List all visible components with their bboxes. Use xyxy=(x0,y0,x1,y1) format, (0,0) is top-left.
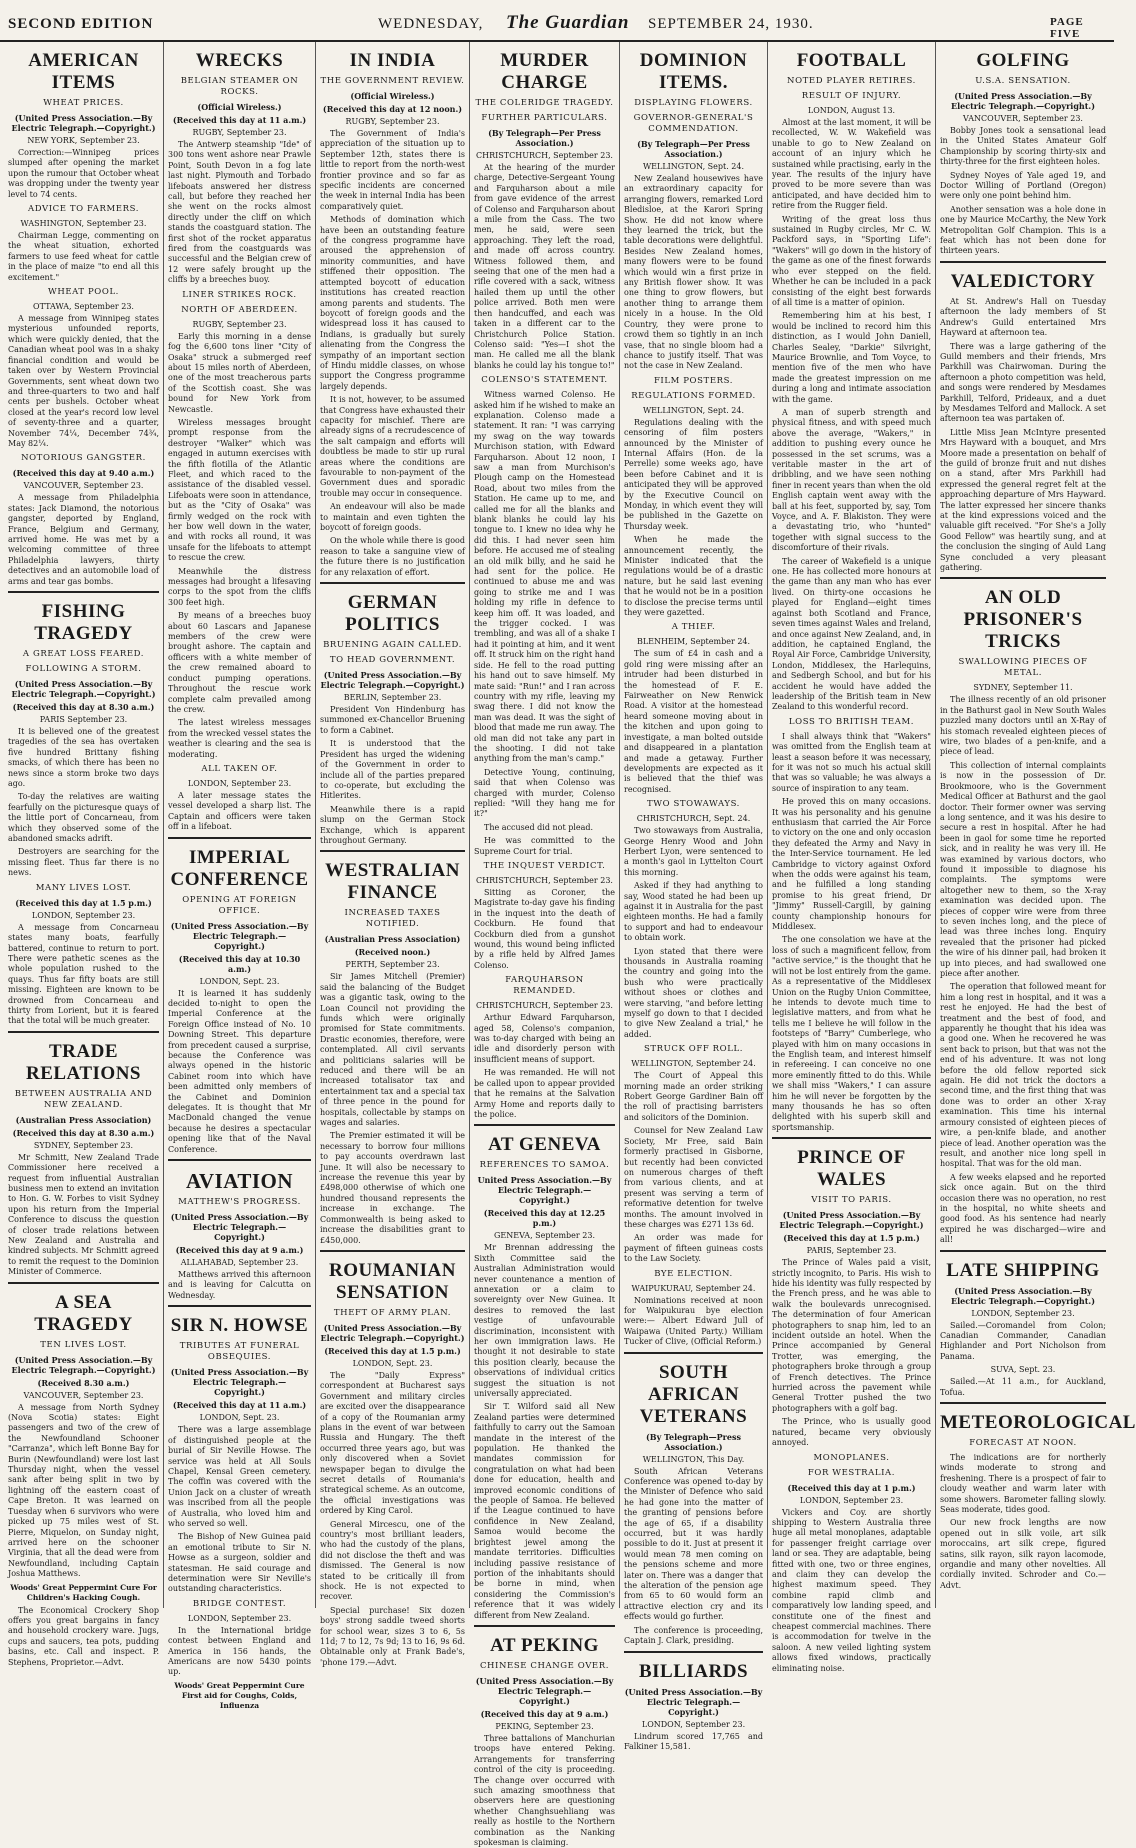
subheading: WHEAT POOL. xyxy=(47,287,119,298)
credit-line: (United Press Association.—By Electric Telegraph.—Copyright.) xyxy=(11,679,156,699)
article-text: Lyon stated that there were thousands in Australia roaming the country and going into the bush who were practically without shoes or clothes and were starving, "and before letting myself go down to that I decided to give New Zealand a trial," he added. xyxy=(624,946,763,1039)
dateline: WASHINGTON, September 23. xyxy=(20,219,147,229)
article-text: Sir James Mitchell (Premier) said the balancing of the Budget was a gigantic task, owing to the Loan Council not providing the funds which were originally promised for State commitments. Drastic economies, therefore, were contemplated. All civil servants and politicians salaries will be reduced and there will be an increased totalisator tax and entertainment tax and a special tax of three pence in the pound for hospitals, collectable by stamps on wages and salaries. xyxy=(320,972,465,1128)
headline: ROUMANIAN SENSATION xyxy=(329,1259,456,1303)
article-text: A later message states the vessel developed a sharp list. The Captain and officers were taken off in a lifeboat. xyxy=(168,790,311,832)
divider xyxy=(168,1305,311,1307)
article-text: This collection of internal complaints is now in the possession of Dr. Brookmoore, who is the Government Medical Officer at Bathurst and the gaol doctor. Their former owner was serving a long sentence, and it was his desire to secure a rest in hospital. After he had been in gaol for some time he reported sick, and in reality he was very ill. He was examined by various doctors, who found it impossible to diagnose his complaints. The symptoms were altogether new to them, so the X-ray examination was decided upon. The pieces of copper wire were from three to seven inches long, and the piece of lead was three inches long. Enquiry revealed that the prisoner had picked the wire of his dinner pail, had broken it up into pieces, and had swallowed one piece after another. xyxy=(940,760,1106,978)
credit-line: (United Press Association.—By Electric Telegraph.—Copyright.) xyxy=(475,1675,614,1706)
subheading: INCREASED TAXES NOTIFIED. xyxy=(344,908,441,930)
subheading: THE COLERIDGE TRAGEDY. xyxy=(475,98,614,108)
article-text: Sydney Noyes of Yale aged 19, and Doctor Willing of Portland (Oregon) were only one point behind him. xyxy=(940,170,1106,201)
article-text: Meanwhile there is a rapid slump on the German Stock Exchange, which is apparent throughout Germany. xyxy=(320,804,465,845)
dateline: PERTH, September 23. xyxy=(345,960,440,970)
article-text: He proved this on many occasions. It was his personality and his genuine enthusiasm that carried the Air Force to victory on the one and only occasion they defeated the Army and Navy in the Inter-Service tournament. He led Cambridge to victory against Oxford when the odds were against his team, and he fulfilled a long standing promise to his great friend, Dr "Jimmy" Russell-Cargill, by gaining county championship honours for Middlesex. xyxy=(772,797,931,932)
article-text: It is not, however, to be assumed that Congress have exhausted their capacity for mischief. There are already signs of a recrudescence of the salt campaign and efforts will doubtless be made to stir up rural areas where the conditions are favourable to non-payment of the Government dues and sporadic trouble may occur in consequence. xyxy=(320,395,465,498)
subheading: NORTH OF ABERDEEN. xyxy=(181,304,298,315)
divider xyxy=(8,1282,159,1284)
dateline: WELLINGTON, This Day. xyxy=(642,1454,745,1464)
article-text: Witness warned Colenso. He asked him if he wished to make an explanation. Colenso made a statement. It ran: "I was carrying my swag on the way towards Murchison station, with Edward Farquharson. About 12 noon, I saw a man from Murchison's Plough camp on the Homestead Road, about two miles from the Station. He came up to me, and called me for all the blanks and blank blanks he could lay his tongue to. I knew no idea why he did this. I had never seen him before. He accused me of stealing an old milk billy, and he said he had sent for the police. He continued to abuse me and was going to strike me and I was holding my rifle in defence to keep him off. It was loaded, and the trigger cocked. I was trembling, and was all of a shake I had it pointing at him, and it went off. It struck him on the right hand side. He fell to the road putting his hand out to save himself. My mate said: "Run!" and I ran across country with my rifle, leaving my swag there. I did not know the man was dead. It was the sight of blood that made me run away. The old man did not take any part in the shooting. I did not take anything from the man's camp." xyxy=(474,390,615,764)
article-text: Asked if they had anything to say, Wood stated he had been up against it in Australia for the past eighteen months. He had a family to support and had to endeavour to obtain work. xyxy=(624,881,763,943)
divider xyxy=(8,591,159,593)
article-text: Wireless messages brought prompt response from the destroyer "Walker" which was engaged in autumn exercises with the fifth flotilla of the Atlantic Fleet, and which raced to the assistance of the disabled vessel. Lifeboats were soon in attendance, but as the "City of Osaka" was firmly wedged on the rock with her bow well down in the water, and with rocks all round, it was unsafe for the lifeboats to attempt to rescue the crew. xyxy=(168,417,311,563)
dateline: PARIS September 23. xyxy=(39,715,128,724)
dateline: PEKING, September 23. xyxy=(495,1721,594,1731)
credit-line: (Official Wireless.) xyxy=(350,91,435,101)
dateline: SUVA, Sept. 23. xyxy=(990,1365,1056,1375)
dateline: NEW YORK, September 23. xyxy=(27,136,140,145)
dateline: VANCOUVER, September 23. xyxy=(23,481,144,491)
dateline: LONDON, August 13. xyxy=(807,106,896,115)
article-text: The Court of Appeal this morning made an order striking Robert George Gardiner Bain off the roll of practising barristers and solicitors of the Dominion. xyxy=(624,1071,763,1122)
article-text: He was remanded. He will not be called upon to appear provided that he remains at the Salvation Army Home and reports daily to the police. xyxy=(474,1068,615,1119)
masthead-day: WEDNESDAY, xyxy=(378,16,484,32)
subheading: VISIT TO PARIS. xyxy=(811,1195,892,1206)
article-text: The one consolation we have at the loss of such a magnificent fellow, from "active service," is the thought that he will not be lost entirely from the game. As a representative of the Middlesex Union on the Rugby Union Committee, he intends to devote much time to legislative matters, and from what he tells me I believe he will follow in the footsteps of "Barry" Cumberlege, who played with him on many occasions in the English team, and interest himself in refereeing. I can conceive no one more eminently fitted to do this. While we shall miss "Wakers," I can assure him he will never be forgotten by the many thousands he has so often delighted with his superb skill and sportsmanship. xyxy=(772,935,931,1132)
subheading: THE INQUEST VERDICT. xyxy=(483,861,606,871)
divider xyxy=(320,582,465,584)
subheading: THEFT OF ARMY PLAN. xyxy=(333,1307,452,1318)
dateline: WELLINGTON, Sept. 24. xyxy=(642,162,745,171)
headline: AT PEKING xyxy=(490,1634,599,1656)
article-text: Destroyers are searching for the missing fleet. Thus far there is no news. xyxy=(8,847,159,878)
article-text: It is understood that the President has urged the widening of the Government in order to include all of the parties prepared to co-operate, but excluding the Hitlerites. xyxy=(320,739,465,801)
headline: SIR N. HOWSE xyxy=(170,1315,309,1337)
subheading: ADVICE TO FARMERS. xyxy=(27,204,140,215)
article-text: The Premier estimated it will be necessary to borrow four millions to pay accounts overdrawn last June. It will also be necessary to increase the revenue this year by £498,000 otherwise of which one hundred thousand represents the increase in exchange. The Commonwealth is being asked to increase the disabilities grant to £450,000. xyxy=(320,1131,465,1245)
article-text: The accused did not plead. xyxy=(484,822,594,832)
dateline: LONDON, Sept. 23. xyxy=(199,1413,280,1423)
divider xyxy=(624,1352,763,1354)
divider xyxy=(320,1250,465,1252)
headline: SOUTH AFRICAN VETERANS xyxy=(639,1361,748,1427)
edition-label: SECOND EDITION xyxy=(8,16,154,32)
article-text: Bobby Jones took a sensational lead in the United States Amateur Golf Championship by scoring thirty-six and thirty-three for the first eighteen holes. xyxy=(940,126,1106,167)
article-text: The Government of India's appreciation of the situation up to September 12th, states there is little to report from the north-west frontier province and so far as specific incidents are concerned the week in internal India has been comparatively quiet. xyxy=(320,129,465,211)
credit-line: United Press Association.—By Electric Telegraph.—Copyright.) xyxy=(477,1175,612,1206)
article-text: Three battalions of Manchurian troops have entered Peking. Arrangements for transferring control of the city is proceeding. The change over occurred with such amazing smoothness that observers here are questioning whether Changhsuehliang was really as hostile to the Northern combination as the Nanking spokesman is claiming. xyxy=(474,1733,615,1847)
subheading: GOVERNOR-GENERAL'S COMMENDATION. xyxy=(633,113,754,134)
article-text: The career of Wakefield is a unique one. He has collected more honours at the game than any man who has ever lived. On thirty-one occasions he played for England—eight times against both Scotland and France, seven times against Wales and Ireland, and once against New Zealand, and, in addition, he captained England, the Royal Air Force, Cambridge University, London, Middlesex, the Harlequins, and Sedbergh School, and but for his accident he would have added the leadership of the British team in New Zealand to this wonderful record. xyxy=(772,556,931,712)
divider xyxy=(8,1031,159,1033)
divider xyxy=(940,1402,1106,1404)
article-text: There was a large gathering of the Guild members and their friends, Mrs Parkhill was Chairwoman. During the afternoon a photo competition was held, and songs were rendered by Mesdames Parkhill, Telford, Prideaux, and a duet by Mesdames Telford and Mallock. A set afternoon tea was partaken of. xyxy=(940,341,1106,424)
subheading: ALL TAKEN OF. xyxy=(201,763,278,774)
headline: IMPERIAL CONFERENCE xyxy=(170,846,309,890)
article-text: Sitting as Coroner, the Magistrate to-day gave his finding in the inquest into the death of Cockburn. He found that Cockburn died from a gunshot wound, this wound being inflicted by a rifle held by Alfred James Colenso. xyxy=(474,888,615,970)
divider xyxy=(474,1625,615,1627)
article-text: Lindrum scored 17,765 and Falkiner 15,581. xyxy=(624,1731,763,1751)
headline: GERMAN POLITICS xyxy=(345,592,440,636)
advertisement-text: Our new frock lengths are now opened out in silk voile, art silk moroccains, art silk crepe, figured satins, silk rayon, silk rayon lacomode, organdie and many other novelties. All cordially invited. Schroder and Co.—Advt. xyxy=(940,1518,1106,1590)
received-line: (Received noon.) xyxy=(354,947,431,958)
credit-line: (United Press Association.—By Electric Telegraph.—Copyright.) xyxy=(11,1354,156,1375)
received-line: (Received this day at 8.30 a.m.) xyxy=(12,1127,155,1138)
subheading: COLENSO'S STATEMENT. xyxy=(481,375,608,386)
credit-line: (United Press Association.—By Electric Telegraph.—Copyright.) xyxy=(624,1686,763,1717)
article-text: A message from Concarneau states many boats, fearfully battered, continue to return to port. There were pathetic scenes as the whole population rushed to the quays. Thus far fifty boats are still missing. Eighteen are known to be drowned from Concarneau and thirty from Lorient, but it is feared that the total will be much greater. xyxy=(8,922,159,1026)
article-text: Correction:—Winnipeg prices slumped after opening the market upon the rumour that October wheat was dropping under the twenty year level to 74 cents. xyxy=(8,148,159,199)
subheading: BETWEEN AUSTRALIA AND NEW ZEALAND. xyxy=(14,1088,153,1110)
headline: TRADE RELATIONS xyxy=(25,1040,141,1084)
received-line: (Received this day at 9 a.m.) xyxy=(175,1245,304,1256)
divider xyxy=(624,1651,763,1653)
advertisement-text: Special purchase! Six dozen boys' strong saddle tweed shorts for school wear, sizes 3 to 6, 5s 11d; 7 to 12, 7s 9d; 13 to 16, 9s 6d. Obtainable only at Frank Bade's, 'phone 179.—Advt. xyxy=(320,1605,465,1667)
article-text: The Bishop of New Guinea paid an emotional tribute to Sir N. Howse as a surgeon, soldier and statesman. He said courage and determination were Sir Neville's outstanding characteristics. xyxy=(168,1532,311,1594)
headline: VALEDICTORY xyxy=(950,270,1096,292)
dateline: CHRISTCHURCH, September 23. xyxy=(476,1001,613,1011)
article-text: It is learned it has suddenly decided to-night to open the Imperial Conference at the Foreign Office instead of No. 10 Downing Street. This departure from precedent caused a surprise, because the Conference was always opened in the historic Cabinet room into which have been admitted only members of the Cabinet and Dominion delegates. It is thought that Mr MacDonald changed the venue because he desires a spectacular opening like that of the Naval Conference. xyxy=(168,988,311,1154)
subheading: LOSS TO BRITISH TEAM. xyxy=(788,716,915,727)
article-text: The conference is proceeding, Captain J. Clark, presiding. xyxy=(624,1625,763,1646)
headline: WESTRALIAN FINANCE xyxy=(325,860,460,904)
received-line: (Received this day at 11 a.m.) xyxy=(172,1400,307,1411)
dateline: CHRISTCHURCH, September 23. xyxy=(476,876,613,885)
headline: MURDER CHARGE xyxy=(500,50,589,93)
subheading: TWO STOWAWAYS. xyxy=(647,799,740,810)
subheading: FOR WESTRALIA. xyxy=(807,1467,896,1478)
article-text: New Zealand housewives have an extraordinary capacity for arranging flowers, remarked Lord Bledisloe, at the Karori Spring Show. He did not know where they learned the trick, but the table decorations were delightful. Besides New Zealand homes, many flowers were to be found which would win a first prize in any British flower show. It was one thing to grow flowers, but another thing to arrange them nicely in a house. In the Old Country, they were prone to crowd them so tightly in an inch vase, that no single bloom had a chance to justify itself. That was not the case in New Zealand. xyxy=(624,174,763,371)
article-text: By means of a breeches buoy about 60 Lascars and Japanese members of the crew were brought ashore. The captain and officers with a white member of the crew remained aboard to conduct pumping operations. Throughout the rescue work complete calm prevailed among the crew. xyxy=(168,611,311,714)
dateline: LONDON, September 23. xyxy=(641,1719,746,1729)
dateline: GENEVA, September 23. xyxy=(494,1231,595,1241)
article-text: I shall always think that "Wakers" was omitted from the English team at least a season before it was necessary, for it was not so much his actual skill that was so valuable; he was always a source of inspiration to any team. xyxy=(772,731,931,793)
subheading: MANY LIVES LOST. xyxy=(35,882,132,893)
headline: FOOTBALL xyxy=(796,50,907,71)
received-line: (Received this day at 1.5 p.m.) xyxy=(324,1345,461,1356)
article-text: An order was made for payment of fifteen guineas costs to the Law Society. xyxy=(624,1233,763,1264)
dateline: BLENHEIM, September 24. xyxy=(636,637,751,647)
credit-line: (United Press Association.—By Electric Telegraph.—Copyright.) xyxy=(170,920,309,951)
column-2 xyxy=(164,42,316,1710)
subheading: DISPLAYING FLOWERS. xyxy=(634,98,753,108)
divider xyxy=(772,1137,931,1139)
headline: DOMINION ITEMS. xyxy=(639,50,748,93)
article-text: Almost at the last moment, it will be recollected, W. W. Wakefield was unable to go to New Zealand on account of an injury which he sustained while practising, early in the year. The results of the injury have proved to be more severe than was anticipated, and have decided him to retire from the Rugger field. xyxy=(772,118,931,211)
dateline: ALLAHABAD, September 23. xyxy=(180,1258,299,1268)
article-text: A message from Winnipeg states mysterious unfounded reports, which were quickly denied, that the Canadian wheat pool was in a shaky financial condition and would be taken over by Western Provincial Governments, sent wheat down two and three-quarters to two and half cents per bushels. October wheat closed at the year's record low level of seventy-three and a quarter, November 74¼, December 74¾, May 82¼. xyxy=(8,314,159,448)
article-text: An endeavour will also be made to maintain and even tighten the boycott of foreign goods. xyxy=(320,502,465,533)
headline: AVIATION xyxy=(185,1169,294,1194)
dateline: LONDON, September 23. xyxy=(31,910,136,920)
dateline: LONDON, September 23. xyxy=(187,778,292,788)
article-text: Vickers and Coy. are shortly shipping to Western Australia three huge all metal monoplanes, adaptable for passenger freight carriage over land or sea. They are adaptable, being fitted with one, two or three engines, and claim they can develop the highest maximum speed. They combine rapid climb and comparatively low landing speed, and constitute one of the finest and cheapest commercial machines. There is accommodation for twelve in the saloon. A new veiled lighting system allows fixed windows, practically eliminating noise. xyxy=(772,1507,931,1673)
divider xyxy=(940,1250,1106,1252)
received-line: (Received this day at 1.5 p.m.) xyxy=(15,897,152,908)
dateline: CHRISTCHURCH, Sept. 24. xyxy=(636,814,751,824)
divider xyxy=(940,577,1106,579)
article-text: Mr Schmitt, New Zealand Trade Commissioner here received a request from influential Australian business men to extend an invitation to Hon. G. W. Forbes to visit Sydney upon his return from the Imperial Conference to discuss the question of closer trade relations between New Zealand and Australia and kindred subjects. Mr Schmitt agreed to remit the request to the Dominion Minister of Commerce. xyxy=(8,1152,159,1277)
article-text: South African Veterans Conference was opened to-day by the Minister of Defence who said he had gone into the matter of the granting of pensions before the age of 65, if a disability occurred, but it was hardly possible to do it. Just at present it would mean 78 men coming on the pensions scheme and more later on. There was a danger that the alteration of the pension age from 65 to 60 would form an attractive election cry and its effects would go further. xyxy=(624,1466,763,1622)
article-text: The operation that followed meant for him a long rest in hospital, and it was a rest he enjoyed. He had the best of treatment and the best of food, and apparently he thought that his idea was a good one. When he recovered he was sent back to prison, but that was not the end of his adventure. It was not long before the old fellow reported sick again. He did not trick the doctors a second time, and the first thing that was done was to order an other X-ray examination. This time his internal armoury consisted of eighteen pieces of wire, a pen-knife blade, and another piece of lead. Another operation was the result, and another nice long spell in hospital. That was for the old man. xyxy=(940,982,1106,1169)
subheading: NOTORIOUS GANGSTER. xyxy=(21,453,146,464)
subheading: MONOPLANES. xyxy=(813,1452,890,1463)
article-text: Regulations dealing with the censoring of film posters announced by the Minister of Internal Affairs (Hon. de la Perrelle) some weeks ago, have been before Cabinet and it is anticipated they will be approved by the Executive Council on Monday, in which event they will be published in the Gazette on Thursday week. xyxy=(624,417,763,531)
article-text: On the whole while there is good reason to take a sanguine view of the future there is no justification for any relaxation of effort. xyxy=(320,536,465,577)
column-3 xyxy=(316,42,470,1667)
subheading: STRUCK OFF ROLL. xyxy=(643,1044,744,1055)
subheading: TRIBUTES AT FUNERAL OBSEQUIES. xyxy=(179,1341,300,1363)
subheading: MATTHEW'S PROGRESS. xyxy=(178,1197,301,1208)
dateline: CHRISTCHURCH, September 23. xyxy=(476,151,613,160)
credit-line: (Australian Press Association) xyxy=(15,1114,152,1125)
headline: BILLIARDS xyxy=(638,1660,749,1682)
subheading: LINER STRIKES ROCK. xyxy=(182,289,297,300)
subheading: REGULATIONS FORMED. xyxy=(631,390,756,401)
subheading: FILM POSTERS. xyxy=(653,375,734,386)
received-line: (Received this day at 8.30 a.m.) xyxy=(12,702,155,712)
received-line: (Received this day at 11 a.m.) xyxy=(172,115,307,125)
article-text: A message from North Sydney (Nova Scotia) states: Eight passengers and two of the crew of the Newfoundland Schooner "Carranza", which left Bonne Bay for Burin (Newfoundland) were lost last Thursday night, when the vessel sank after being split in two by lightning off the eastern coast of Cape Breton. It was learned on Tuesday when 6 survivors who were picked up 75 miles west of St. Pierre, Miquelon, on Sunday night, arrived here on the schooner Virginia, that all the dead were from Newfoundland, including Captain Joshua Matthews. xyxy=(8,1402,159,1579)
subheading: U.S.A. SENSATION. xyxy=(975,76,1071,86)
dateline: RUGBY, September 23. xyxy=(192,128,287,137)
article-text: Sailed.—At 11 a.m., for Auckland, Tofua. xyxy=(940,1377,1106,1397)
credit-line: (Official Wireless.) xyxy=(197,102,282,112)
article-text: General Mircescu, one of the country's most brilliant leaders, who had the custody of the plans, did not disclose the theft and was dismissed. The General is now stated to be critically ill from shock. He is not expected to recover. xyxy=(320,1519,465,1602)
dateline: VANCOUVER, September 23. xyxy=(963,114,1083,123)
received-line: (Received this day at 12.25 p.m.) xyxy=(483,1208,606,1229)
credit-line: (Australian Press Association) xyxy=(324,934,461,945)
headline: PRINCE OF WALES xyxy=(797,1147,906,1191)
column-6 xyxy=(768,42,936,1673)
received-line: (Received 8.30 a.m.) xyxy=(37,1377,130,1388)
article-text: Another sensation was a hole done in one by Maurice McCarthy, the New York Metropolitan Golf Champion. This is a feat which has not been done for thirteen years. xyxy=(940,204,1106,256)
dateline: SYDNEY, September 23. xyxy=(33,1140,134,1150)
subheading: BRIDGE CONTEST. xyxy=(192,1598,287,1609)
subheading: A GREAT LOSS FEARED. xyxy=(22,649,145,659)
headline: IN INDIA xyxy=(349,50,436,71)
advertisement: Woods' Great Peppermint Cure First aid for Coughs, Colds, Influenza xyxy=(174,1680,305,1710)
headline: METEOROLOGICAL xyxy=(940,1412,1136,1433)
article-text: Matthews arrived this afternoon and is leaving for Calcutta on Wednesday. xyxy=(168,1270,311,1300)
headline: AN OLD PRISONER'S TRICKS xyxy=(963,587,1083,653)
dateline: LONDON, September 23. xyxy=(799,1495,904,1505)
credit-line: (United Press Association.—By Electric Telegraph.—Copyright.) xyxy=(11,113,156,133)
newspaper-title: The Guardian xyxy=(506,12,630,33)
headline: FISHING TRAGEDY xyxy=(34,601,133,644)
divider xyxy=(320,850,465,852)
subheading: THE GOVERNMENT REVIEW. xyxy=(320,76,465,86)
dateline: RUGBY, September 23. xyxy=(345,117,440,126)
subheading: BRUENING AGAIN CALLED. xyxy=(323,640,462,651)
columns xyxy=(4,42,1136,1847)
article-text: Sir T. Wilford said all New Zealand parties were determined faithfully to carry out the Samoan mandate in the interest of the population. He thanked the mandates commission for congratulation on what had been done for education, health and improved economic conditions of the people of Samoa. He believed if the League continued to have confidence in New Zealand, Samoa would become the brightest jewel among the mandate territories. Difficulties including passive resistance of portion of the inhabitants should be borne in mind, when considering the Commission's reference that it was widely different from New Zealand. xyxy=(474,1402,615,1620)
article-text: Arthur Edward Farquharson, aged 58, Colenso's companion, was to-day charged with being an idle and disorderly person with insufficient means of support. xyxy=(474,1013,615,1064)
article-text: The latest wireless messages from the wrecked vessel states the weather is clearing and the sea is moderating. xyxy=(168,718,311,759)
subheading: FURTHER PARTICULARS. xyxy=(481,113,608,123)
headline: AMERICAN ITEMS xyxy=(28,50,139,93)
advertisement-text: The Economical Crockery Shop offers you great bargains in fancy and household crockery ware. Jugs, cups and saucers, tea pots, pudding basins, etc. Call and inspect. P. Stephens, Proprietor.—Advt. xyxy=(8,1605,159,1667)
article-text: Early this morning in a dense fog the 6,600 tons liner "City of Osaka" struck a submerged reef about 15 miles north of Aberdeen, one of the most treacherous parts of the Scottish coast. She was bound for New York from Newcastle. xyxy=(168,331,311,414)
subheading: REFERENCES TO SAMOA. xyxy=(479,1160,610,1171)
headline: A SEA TRAGEDY xyxy=(34,1291,133,1335)
subheading: FORECAST AT NOON. xyxy=(969,1438,1077,1448)
dateline: PARIS, September 23. xyxy=(806,1246,897,1256)
article-text: The Prince of Wales paid a visit, strictly incognito, to Paris. His wish to hide his identity was fully respected by the French press, and he was able to walk the boulevards unrecognised. The determination of four American photographers to snap him, led to an incident outside an hotel. When the Prince accompanied by General Trotter, was emerging, the photographers broke through a group of French detectives. The Prince hurried across the pavement while General Trotter pushed the two photographers with a golf bag. xyxy=(772,1258,931,1413)
page-number: PAGE FIVE xyxy=(1050,16,1084,40)
received-line: (Received this day at 1 p.m.) xyxy=(787,1482,916,1493)
subheading: SWALLOWING PIECES OF METAL. xyxy=(958,657,1088,679)
article-text: Sailed.—Coromandel from Colon; Canadian Commander, Canadian Highlander and Port Nicholson from Panama. xyxy=(940,1320,1106,1361)
dateline: WAIPUKURAU, September 24. xyxy=(631,1283,756,1293)
credit-line: (United Press Association.—By Electric Telegraph.—Copyright.) xyxy=(950,1285,1096,1306)
article-text: The illness recently of an old prisoner in the Bathurst gaol in New South Wales puzzled many doctors until an X-Ray of his stomach revealed eighteen pieces of wire, two blades of a pen-knife, and a piece of lead. xyxy=(940,695,1106,757)
article-text: Chairman Legge, commenting on the wheat situation, exhorted farmers to use feed wheat for cattle in the place of maize "to end all this excitement." xyxy=(8,231,159,282)
dateline: LONDON, September 23. xyxy=(187,1613,292,1623)
headline: WRECKS xyxy=(195,50,284,71)
advertisement: Woods' Great Peppermint Cure For Children's Hacking Cough. xyxy=(10,1582,157,1602)
article-text: Meanwhile the distress messages had brought a lifesaving corps to the spot from the cliffs 300 feet high. xyxy=(168,566,311,607)
article-text: Methods of domination which have been an outstanding feature of the congress programme have aroused the apprehension of minority communities, and have stiffened their opposition. The attempted boycott of education institutions has created reaction among parents and students. The boycott of foreign goods and the widespread loss it has caused to Indians, is gradually but surely alienating from the Congress the sympathy of an important section of Hindu middle classes, on whose support the Congress programme largely depends. xyxy=(320,215,465,391)
article-text: Remembering him at his best, I would be inclined to record him this distinction, as I would John Daniell, Charles Sealey, "Darkie" Silvright, Maurice Brownlie, and Tom Voyce, to mention five of the men who have made the greatest impression on me during a long and intimate association with the game. xyxy=(772,311,931,404)
subheading: BELGIAN STEAMER ON ROCKS. xyxy=(180,76,299,97)
article-text: President Von Hindenburg has summoned ex-Chancellor Bruening to form a Cabinet. xyxy=(320,705,465,735)
credit-line: (By Telegraph—Per Press Association.) xyxy=(488,128,601,148)
credit-line: (United Press Association.—By Electric Telegraph.—Copyright.) xyxy=(170,1367,309,1398)
article-text: Little Miss Jean McIntyre presented Mrs Hayward with a bouquet, and Mrs Moore made a presentation on behalf of the guild of bronze fruit and nut dishes on a stand, after Mrs Parkhill had expressed the general regret felt at the approaching departure of Mrs Hayward. The latter expressed her sincere thanks at the kind expressions voiced and the valuable gift received. "For She's a Jolly Good Fellow" was heartily sung, and at the conclusion the singing of Auld Lang Syne concluded a very pleasant gathering. xyxy=(940,427,1106,573)
article-text: There was a large assemblage of distinguished people at the burial of Sir Neville Howse. The service was held at All Souls Chapel, Kensal Green cemetery. The coffin was covered with the Union Jack on a cluster of wreath was inscribed from all the people of Australia, who loved him and who served so well. xyxy=(168,1425,311,1528)
credit-line: (By Telegraph—Per Press Association.) xyxy=(637,139,750,159)
subheading: CHINESE CHANGE OVER. xyxy=(479,1660,610,1671)
dateline: LONDON, Sept. 23. xyxy=(199,976,280,986)
subheading: BYE ELECTION. xyxy=(654,1268,733,1279)
subheading: NOTED PLAYER RETIRES. xyxy=(787,76,916,86)
dateline: SYDNEY, September 11. xyxy=(973,683,1073,693)
subheading: TO HEAD GOVERNMENT. xyxy=(329,655,456,666)
article-text: He was committed to the Supreme Court for trial. xyxy=(474,836,615,856)
dateline: WELLINGTON, September 24. xyxy=(631,1059,756,1069)
article-text: The Prince, who is usually good natured, became very obviously annoyed. xyxy=(772,1417,931,1448)
received-line: (Received this day at 9 a.m.) xyxy=(480,1708,609,1719)
column-5 xyxy=(620,42,768,1751)
credit-line: (United Press Association.—By Electric Telegraph.—Copyright.) xyxy=(779,1210,924,1231)
article-text: A few weeks elapsed and he reported sick once again. But on the third occasion there was no operation, no rest in the hospital, no white sheets and good food. As his sentence had nearly expired he was discharged—wire and all! xyxy=(940,1172,1106,1245)
article-text: Writing of the great loss thus sustained in Rugby circles, Mr C. W. Packford says, in "Sporting Life": "Wakers" will go down in the history of the game as one of the finest forwards who ever stepped on the field. Whether he can be included in a pack consisting of the eight best forwards of all time is a matter of opinion. xyxy=(772,214,931,307)
column-7 xyxy=(936,42,1136,1608)
dateline: LONDON, Sept. 23. xyxy=(352,1358,433,1368)
dateline: BERLIN, September 23. xyxy=(343,693,442,703)
subheading: FOLLOWING A STORM. xyxy=(25,664,142,674)
article-text: To-day the relatives are waiting fearfully on the picturesque quays of the little port of Concarneau, from which they observed some of the abandoned smacks adrift. xyxy=(8,792,159,844)
article-text: When he made the announcement recently, the Minister indicated that the regulations would be of a drastic nature, but he said last evening that he would not be in a position to disclose the precise terms until they were gazetted. xyxy=(624,535,763,618)
headline: LATE SHIPPING xyxy=(946,1259,1100,1281)
divider xyxy=(168,837,311,839)
dateline: OTTAWA, September 23. xyxy=(33,302,134,312)
masthead xyxy=(0,0,1114,42)
article-text: It is believed one of the greatest tragedies of the sea has overtaken five hundred Brittany fishing smacks, of which there has been no news since a storm broke two days ago. xyxy=(8,727,159,789)
dateline: LONDON, September 23. xyxy=(971,1308,1075,1318)
article-text: Counsel for New Zealand Law Society, Mr Free, said Bain formerly practised in Gisborne, but recently had been convicted on numerous charges of theft from various clients, and at present was serving a term of reformative detention for twelve months. The amount involved in these charges was £271 13s 6d. xyxy=(624,1126,763,1229)
article-text: Detective Young, continuing, said that when Colenso was charged with murder, Colenso replied: "Will they hang me for it?" xyxy=(474,767,615,819)
article-text: A man of superb strength and physical fitness, and with speed much above the average, "Wakers," in addition to pushing every ounce he possessed in the set scrums, was a veritable master in the art of dribbling, and we have seen nothing finer in recent years than when the old English captain went away with the ball at his feet, supported by, say, Tom Voyce, and A. F. Blakiston. They were a devastating trio, who "hunted" together with signal success to the discomforture of their rivals. xyxy=(772,407,931,553)
article-text: The "Daily Express" correspondent at Bucharest says Government and military circles are excited over the disappearance of a copy of the Roumanian army plans in the event of war between Russia and Hungary. The theft occurred three years ago, but was only discovered when a Soviet newspaper began to divulge the secret details of Roumania's strategical scheme. As an outcome, the official investigations was ordered by King Carol. xyxy=(320,1370,465,1516)
divider xyxy=(940,261,1106,263)
article-text: The Antwerp steamship "Ide" of 300 tons went ashore near Prawle Point, South Devon in a fog late last night. Plymouth and Torbado lifeboats answered her distress call, but before they reached her she went on the rocks almost directly under the cliff on which stands the coastguard station. The first shot of the rocket apparatus fired from the coastguards was successful and the Belgian crew of 12 were safely brought up the cliffs by a breeches buoy. xyxy=(168,140,311,285)
received-line: (Received this day at 12 noon.) xyxy=(322,104,463,114)
divider xyxy=(168,1159,311,1161)
article-text: Nominations received at noon for Waipukurau bye election were:— Albert Edward Jull of Waipawa (United Party.) William Tucker of Clive, (Official Reform.) xyxy=(624,1295,763,1347)
subheading: TEN LIVES LOST. xyxy=(40,1339,127,1350)
received-line: (Received this day at 1.5 p.m.) xyxy=(783,1233,920,1244)
article-text: At the hearing of the murder charge, Detective-Sergeant Young and Farquharson about a mile from gave evidence of the arrest of Colenso and Farquharson about a mile from the Cass. The two men, he said, were seen approaching. They left the road, and made off across country. Witness followed them, and seeing that one of the men had a rifle covered with a sack, witness hailed them up until the other police arrived. Both men were then handcuffed, and each was taken in a different car to the Christchurch Police Station. Colenso said: "Yes—I shot the man. He called me all the blank blanks he could lay his tongue to!" xyxy=(474,163,615,370)
article-text: Two stowaways from Australia, George Henry Wood and John Herbert Lyon, were sentenced to a month's gaol in Lyttelton Court this morning. xyxy=(624,826,763,877)
article-text: A message from Philadelphia states: Jack Diamond, the notorious gangster, deported by England, France, Belgium and Germany, arrived home. He was met by a welcoming committee of three Philadelphia lawyers, thirty detectives and an automobile load of arms and tear gas bombs. xyxy=(8,493,159,586)
article-text: Mr Brennan addressing the Sixth Committee said the Australian Administration would never countenance a mention of annexation or a claim to sovereignty over New Guinea. It desires to removed the last vestige of unfavourable discrimination, inconsistent with her own immigration laws. He thought it not desirable to state this position clearly, because the observations of individual critics suggest the situation is not universally appreciated. xyxy=(474,1243,615,1398)
received-line: (Received this day at 9.40 a.m.) xyxy=(12,468,155,479)
article-text: In the International bridge contest between England and America in 156 hands, the Americans are now 5430 points up. xyxy=(168,1625,311,1677)
credit-line: (United Press Association.—By Electric Telegraph.—Copyright.) xyxy=(320,670,465,691)
headline: AT GENEVA xyxy=(488,1134,601,1156)
article-text: At St. Andrew's Hall on Tuesday afternoon the lady members of St Andrew's Guild entertained Mrs Hayward at afternoon tea. xyxy=(940,296,1106,338)
subheading: FARQUHARSON REMANDED. xyxy=(505,975,584,997)
dateline: RUGBY, September 23. xyxy=(192,319,287,329)
column-1 xyxy=(4,42,164,1667)
subheading: A THIEF. xyxy=(671,622,716,633)
subheading: RESULT OF INJURY. xyxy=(801,91,902,101)
credit-line: (By Telegraph—Press Association.) xyxy=(646,1431,741,1452)
subheading: WHEAT PRICES. xyxy=(43,98,124,108)
credit-line: (United Press Association.—By Electric Telegraph.—Copyright.) xyxy=(320,1322,465,1343)
credit-line: (United Press Association.—By Electric Telegraph.—Copyright.) xyxy=(950,91,1096,111)
headline: GOLFING xyxy=(976,50,1070,71)
article-text: The sum of £4 in cash and a gold ring were missing after an intruder had been disturbed in the homestead of F. E. Fairweather on New Renwick Road. A visitor at the homestead heard someone moving about in the kitchen and upon going to investigate, a man bolted outside and disappeared in a plantation and made a getaway. Further developments are expected as it is believed that the thief was recognised. xyxy=(624,649,763,794)
dateline: VANCOUVER, September 23. xyxy=(23,1390,144,1400)
article-text: The indications are for northerly winds moderate to strong and freshening. There is a prospect of fair to cloudy weather and warm later with some showers. Barometer falling slowly. Seas moderate, tides good. xyxy=(940,1453,1106,1515)
masthead-date: SEPTEMBER 24, 1930. xyxy=(648,16,814,32)
column-4 xyxy=(470,42,620,1847)
divider xyxy=(474,1124,615,1126)
subheading: OPENING AT FOREIGN OFFICE. xyxy=(182,894,297,916)
dateline: WELLINGTON, Sept. 24. xyxy=(642,405,745,415)
credit-line: (United Press Association.—By Electric Telegraph.—Copyright.) xyxy=(170,1212,309,1243)
received-line: (Received this day at 10.30 a.m.) xyxy=(178,953,301,974)
